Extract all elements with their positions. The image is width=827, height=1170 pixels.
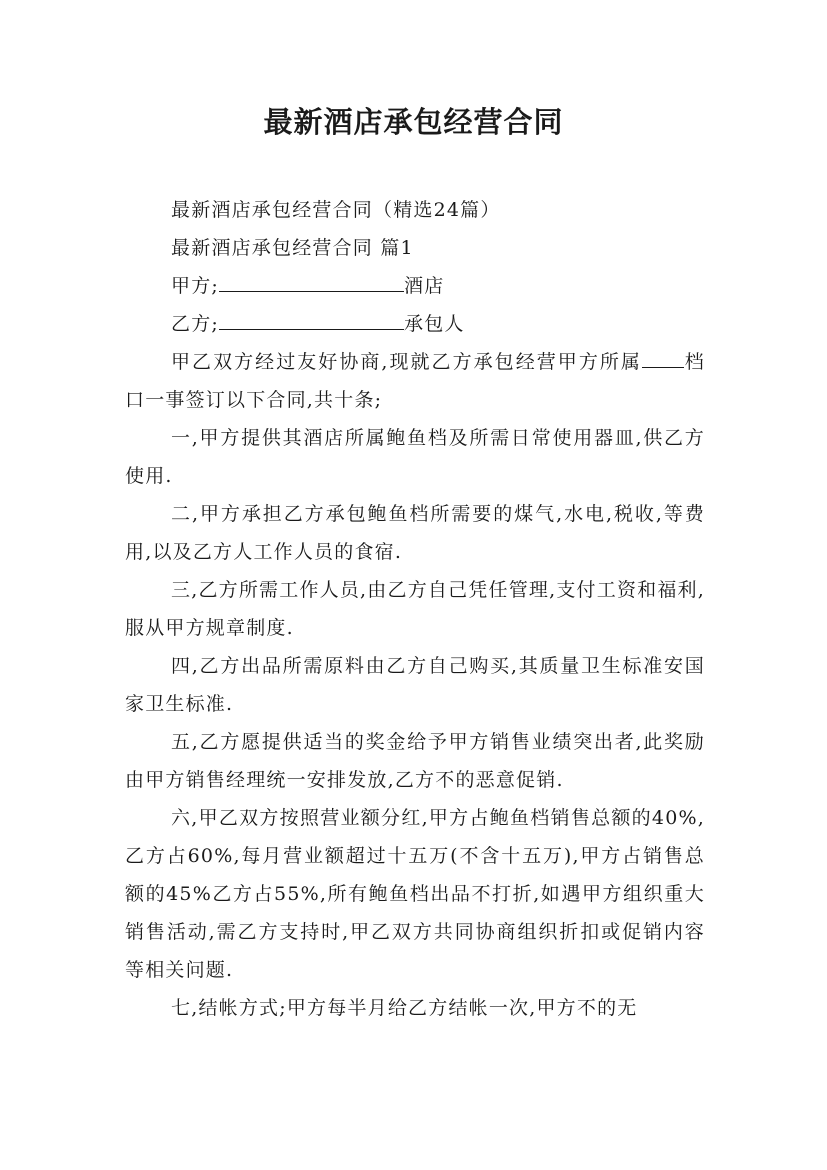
intro-blank <box>642 345 684 368</box>
section-heading: 最新酒店承包经营合同 篇1 <box>171 237 414 259</box>
party-b-blank <box>219 307 404 330</box>
intro-part2: 档口一事签订以下合同,共十条; <box>125 351 705 411</box>
intro-part1: 甲乙双方经过友好协商,现就乙方承包经营甲方所属 <box>171 351 642 373</box>
intro-paragraph <box>125 343 705 419</box>
party-a-line <box>125 267 705 305</box>
clause-6: 六,甲乙双方按照营业额分红,甲方占鲍鱼档销售总额的40%,乙方占60%,每月营业额超过十五万(不含十五万),甲方占销售总额的45%乙方占55%,所有鲍鱼档出品不打折,如遇甲方组织重大销售活动,需乙方支持时,甲乙双方共同协商组织折扣或促销内容等相关问题. <box>125 807 705 981</box>
clause-2: 二,甲方承担乙方承包鲍鱼档所需要的煤气,水电,税收,等费用,以及乙方人工作人员的食宿. <box>125 503 705 563</box>
party-a-suffix: 酒店 <box>404 275 445 297</box>
party-b-line <box>125 305 705 343</box>
clause-7: 七,结帐方式;甲方每半月给乙方结帐一次,甲方不的无 <box>171 997 638 1019</box>
party-b-suffix: 承包人 <box>404 313 465 335</box>
clause-1: 一,甲方提供其酒店所属鲍鱼档及所需日常使用器皿,供乙方使用. <box>125 427 705 487</box>
clause-4: 四,乙方出品所需原料由乙方自己购买,其质量卫生标准安国家卫生标准. <box>125 655 705 715</box>
party-a-label: 甲方; <box>171 275 220 297</box>
document-body <box>125 191 705 1027</box>
document-title: 最新酒店承包经营合同 <box>263 105 564 139</box>
clause-3: 三,乙方所需工作人员,由乙方自己凭任管理,支付工资和福利,服从甲方规章制度. <box>125 579 705 639</box>
party-b-label: 乙方; <box>171 313 220 335</box>
clause-5: 五,乙方愿提供适当的奖金给予甲方销售业绩突出者,此奖励由甲方销售经理统一安排发放,乙方不的恶意促销. <box>125 731 705 791</box>
party-a-blank <box>219 269 404 292</box>
subtitle-line: 最新酒店承包经营合同（精选24篇） <box>171 199 501 221</box>
